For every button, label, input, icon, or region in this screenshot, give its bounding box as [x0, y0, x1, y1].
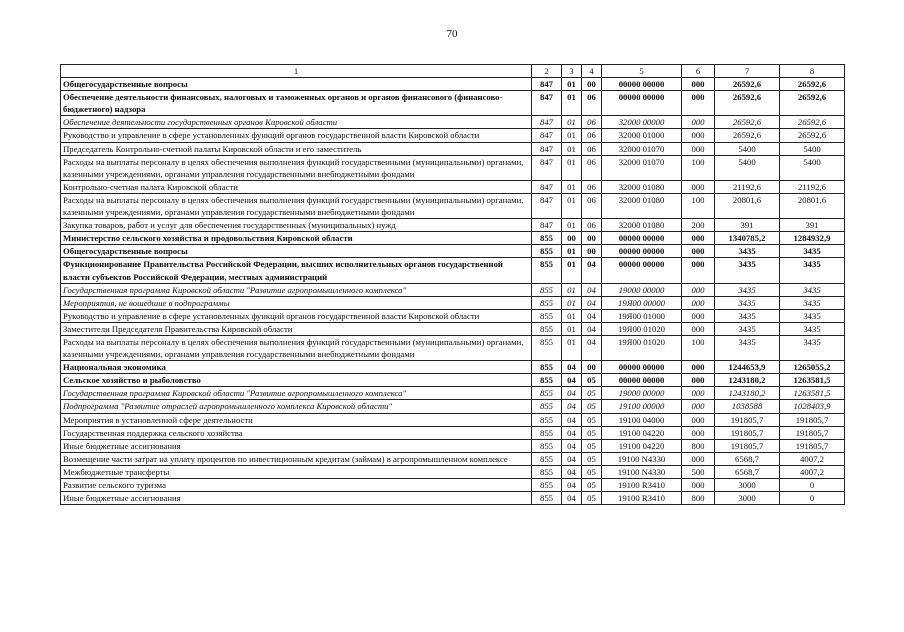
- ministry-code: 855: [532, 361, 562, 374]
- amount-year-2: 3435: [780, 283, 845, 296]
- expense-type-code: 000: [682, 129, 715, 142]
- section-code: 04: [562, 465, 582, 478]
- amount-year-1: 1243180,2: [715, 374, 780, 387]
- subsection-code: 04: [582, 335, 602, 360]
- amount-year-2: 191805,7: [780, 426, 845, 439]
- amount-year-1: 3000: [715, 492, 780, 505]
- amount-year-2: 1263581,5: [780, 374, 845, 387]
- ministry-code: 855: [532, 258, 562, 283]
- target-article-code: 19Я00 01020: [602, 335, 682, 360]
- amount-year-2: 3435: [780, 322, 845, 335]
- table-row: [61, 387, 845, 400]
- expense-type-code: 000: [682, 245, 715, 258]
- subsection-code: 04: [582, 283, 602, 296]
- subsection-code: 00: [582, 361, 602, 374]
- expense-type-code: 800: [682, 492, 715, 505]
- amount-year-2: 26592,6: [780, 129, 845, 142]
- table-row: [61, 400, 845, 413]
- subsection-code: 06: [582, 180, 602, 193]
- ministry-code: 855: [532, 283, 562, 296]
- amount-year-1: 3435: [715, 296, 780, 309]
- section-code: 04: [562, 452, 582, 465]
- table-row: [61, 219, 845, 232]
- table-row: [61, 129, 845, 142]
- expense-type-code: 000: [682, 296, 715, 309]
- amount-year-1: 191805,7: [715, 439, 780, 452]
- column-number: 2: [532, 65, 562, 78]
- ministry-code: 855: [532, 465, 562, 478]
- amount-year-2: 191805,7: [780, 439, 845, 452]
- table-row: [61, 91, 845, 116]
- amount-year-1: 26592,6: [715, 116, 780, 129]
- amount-year-1: 3435: [715, 322, 780, 335]
- row-name: Руководство и управление в сфере установленных функций органов государственной власти Кировской области: [61, 129, 532, 142]
- target-article-code: 19100 04000: [602, 413, 682, 426]
- amount-year-1: 391: [715, 219, 780, 232]
- target-article-code: 19Я00 01000: [602, 309, 682, 322]
- row-name: Мероприятия в установленной сфере деятельности: [61, 413, 532, 426]
- subsection-code: 00: [582, 245, 602, 258]
- amount-year-1: 1243180,2: [715, 387, 780, 400]
- subsection-code: 05: [582, 439, 602, 452]
- section-code: 01: [562, 155, 582, 180]
- expense-type-code: 000: [682, 283, 715, 296]
- section-code: 01: [562, 296, 582, 309]
- subsection-code: 06: [582, 129, 602, 142]
- section-code: 04: [562, 374, 582, 387]
- amount-year-1: 21192,6: [715, 180, 780, 193]
- subsection-code: 05: [582, 374, 602, 387]
- subsection-code: 06: [582, 193, 602, 218]
- row-name: Функционирование Правительства Российской Федерации, высших исполнительных органов государственной власти субъектов Российской Федерации, местных администраций: [61, 258, 532, 283]
- row-name: Расходы на выплаты персоналу в целях обеспечения выполнения функций государственными (муниципальными) органами, казенными учреждениями, органами управления государственными внебюджетными фондами: [61, 335, 532, 360]
- target-article-code: 00000 00000: [602, 374, 682, 387]
- subsection-code: 05: [582, 479, 602, 492]
- row-name: Общегосударственные вопросы: [61, 78, 532, 91]
- table-row: [61, 258, 845, 283]
- amount-year-1: 26592,6: [715, 91, 780, 116]
- row-name: Иные бюджетные ассигнования: [61, 439, 532, 452]
- expense-type-code: 000: [682, 452, 715, 465]
- target-article-code: 19000 00000: [602, 283, 682, 296]
- ministry-code: 847: [532, 116, 562, 129]
- section-code: 04: [562, 479, 582, 492]
- section-code: 04: [562, 413, 582, 426]
- section-code: 01: [562, 258, 582, 283]
- subsection-code: 05: [582, 492, 602, 505]
- row-name: Контрольно-счетная палата Кировской области: [61, 180, 532, 193]
- amount-year-1: 1340785,2: [715, 232, 780, 245]
- ministry-code: 855: [532, 452, 562, 465]
- subsection-code: 00: [582, 78, 602, 91]
- subsection-code: 00: [582, 232, 602, 245]
- column-number: 1: [61, 65, 532, 78]
- amount-year-2: 191805,7: [780, 413, 845, 426]
- amount-year-1: 3435: [715, 335, 780, 360]
- table-row: [61, 465, 845, 478]
- target-article-code: 19000 00000: [602, 387, 682, 400]
- ministry-code: 855: [532, 413, 562, 426]
- ministry-code: 855: [532, 322, 562, 335]
- amount-year-1: 3435: [715, 309, 780, 322]
- expense-type-code: 000: [682, 309, 715, 322]
- amount-year-2: 3435: [780, 309, 845, 322]
- target-article-code: 00000 00000: [602, 91, 682, 116]
- subsection-code: 04: [582, 309, 602, 322]
- column-number: 3: [562, 65, 582, 78]
- amount-year-2: 4007,2: [780, 465, 845, 478]
- target-article-code: 19100 00000: [602, 400, 682, 413]
- ministry-code: 855: [532, 232, 562, 245]
- expense-type-code: 000: [682, 91, 715, 116]
- table-row: [61, 309, 845, 322]
- target-article-code: 32000 01080: [602, 193, 682, 218]
- table-row: [61, 322, 845, 335]
- expense-type-code: 000: [682, 400, 715, 413]
- section-code: 01: [562, 335, 582, 360]
- ministry-code: 847: [532, 142, 562, 155]
- amount-year-1: 5400: [715, 155, 780, 180]
- table-row: [61, 413, 845, 426]
- amount-year-1: 20801,6: [715, 193, 780, 218]
- subsection-code: 04: [582, 258, 602, 283]
- target-article-code: 19100 N4330: [602, 452, 682, 465]
- subsection-code: 04: [582, 296, 602, 309]
- column-number: 8: [780, 65, 845, 78]
- row-name: Подпрограмма "Развитие отраслей агропромышленного комплекса Кировской области": [61, 400, 532, 413]
- table-row: [61, 361, 845, 374]
- target-article-code: 32000 00000: [602, 116, 682, 129]
- ministry-code: 847: [532, 193, 562, 218]
- row-name: Мероприятия, не вошедшие в подпрограммы: [61, 296, 532, 309]
- section-code: 01: [562, 129, 582, 142]
- expense-type-code: 000: [682, 258, 715, 283]
- column-number: 7: [715, 65, 780, 78]
- amount-year-2: 3435: [780, 245, 845, 258]
- amount-year-1: 26592,6: [715, 78, 780, 91]
- ministry-code: 847: [532, 155, 562, 180]
- table-row: [61, 78, 845, 91]
- row-name: Руководство и управление в сфере установленных функций органов государственной власти Кировской области: [61, 309, 532, 322]
- section-code: 01: [562, 180, 582, 193]
- amount-year-2: 26592,6: [780, 116, 845, 129]
- amount-year-2: 0: [780, 492, 845, 505]
- amount-year-2: 26592,6: [780, 78, 845, 91]
- table-row: [61, 142, 845, 155]
- target-article-code: 19Я00 00000: [602, 296, 682, 309]
- subsection-code: 05: [582, 452, 602, 465]
- amount-year-1: 191805,7: [715, 426, 780, 439]
- target-article-code: 32000 01080: [602, 180, 682, 193]
- table-row: [61, 193, 845, 218]
- row-name: Возмещение части затрат на уплату процентов по инвестиционным кредитам (займам) в агропромышленном комплексе: [61, 452, 532, 465]
- expense-type-code: 000: [682, 413, 715, 426]
- ministry-code: 855: [532, 400, 562, 413]
- column-number: 4: [582, 65, 602, 78]
- amount-year-1: 1244653,9: [715, 361, 780, 374]
- amount-year-2: 391: [780, 219, 845, 232]
- subsection-code: 05: [582, 426, 602, 439]
- section-code: 01: [562, 322, 582, 335]
- table-row: [61, 155, 845, 180]
- section-code: 04: [562, 387, 582, 400]
- ministry-code: 855: [532, 439, 562, 452]
- amount-year-1: 1038588: [715, 400, 780, 413]
- expense-type-code: 000: [682, 374, 715, 387]
- subsection-code: 06: [582, 219, 602, 232]
- ministry-code: 847: [532, 219, 562, 232]
- row-name: Заместители Председателя Правительства Кировской области: [61, 322, 532, 335]
- table-row: [61, 492, 845, 505]
- budget-table: [60, 64, 845, 505]
- target-article-code: 19100 04220: [602, 426, 682, 439]
- target-article-code: 19Я00 01020: [602, 322, 682, 335]
- expense-type-code: 000: [682, 322, 715, 335]
- amount-year-1: 3000: [715, 479, 780, 492]
- amount-year-2: 5400: [780, 155, 845, 180]
- table-row: [61, 452, 845, 465]
- target-article-code: 32000 01070: [602, 155, 682, 180]
- row-name: Общегосударственные вопросы: [61, 245, 532, 258]
- amount-year-2: 3435: [780, 296, 845, 309]
- row-name: Межбюджетные трансферты: [61, 465, 532, 478]
- expense-type-code: 100: [682, 335, 715, 360]
- section-code: 01: [562, 142, 582, 155]
- target-article-code: 19100 04220: [602, 439, 682, 452]
- row-name: Национальная экономика: [61, 361, 532, 374]
- row-name: Обеспечение деятельности финансовых, налоговых и таможенных органов и органов финансового (финансово-бюджетного) надзора: [61, 91, 532, 116]
- amount-year-2: 4007,2: [780, 452, 845, 465]
- ministry-code: 847: [532, 91, 562, 116]
- expense-type-code: 000: [682, 78, 715, 91]
- target-article-code: 00000 00000: [602, 232, 682, 245]
- column-number: 5: [602, 65, 682, 78]
- subsection-code: 05: [582, 387, 602, 400]
- target-article-code: 19100 R3410: [602, 479, 682, 492]
- ministry-code: 855: [532, 335, 562, 360]
- subsection-code: 04: [582, 322, 602, 335]
- expense-type-code: 800: [682, 439, 715, 452]
- row-name: Иные бюджетные ассигнования: [61, 492, 532, 505]
- ministry-code: 855: [532, 296, 562, 309]
- amount-year-2: 0: [780, 479, 845, 492]
- expense-type-code: 000: [682, 361, 715, 374]
- amount-year-2: 1028403,9: [780, 400, 845, 413]
- expense-type-code: 100: [682, 155, 715, 180]
- row-name: Председатель Контрольно-счетной палаты Кировской области и его заместитель: [61, 142, 532, 155]
- amount-year-1: 6568,7: [715, 452, 780, 465]
- table-row: [61, 479, 845, 492]
- subsection-code: 05: [582, 413, 602, 426]
- row-name: Расходы на выплаты персоналу в целях обеспечения выполнения функций государственными (муниципальными) органами, казенными учреждениями, органами управления государственными внебюджетными фондами: [61, 155, 532, 180]
- amount-year-1: 6568,7: [715, 465, 780, 478]
- section-code: 01: [562, 78, 582, 91]
- section-code: 04: [562, 439, 582, 452]
- subsection-code: 06: [582, 155, 602, 180]
- section-code: 01: [562, 219, 582, 232]
- amount-year-2: 1265055,2: [780, 361, 845, 374]
- expense-type-code: 000: [682, 232, 715, 245]
- target-article-code: 32000 01070: [602, 142, 682, 155]
- page-number: 70: [446, 28, 458, 40]
- amount-year-1: 3435: [715, 283, 780, 296]
- table-row: [61, 232, 845, 245]
- ministry-code: 847: [532, 78, 562, 91]
- ministry-code: 855: [532, 387, 562, 400]
- row-name: Закупка товаров, работ и услуг для обеспечения государственных (муниципальных) нужд: [61, 219, 532, 232]
- amount-year-2: 1284932,9: [780, 232, 845, 245]
- amount-year-1: 3435: [715, 245, 780, 258]
- target-article-code: 19100 R3410: [602, 492, 682, 505]
- expense-type-code: 000: [682, 387, 715, 400]
- ministry-code: 855: [532, 426, 562, 439]
- amount-year-2: 21192,6: [780, 180, 845, 193]
- section-code: 04: [562, 492, 582, 505]
- target-article-code: 32000 01000: [602, 129, 682, 142]
- target-article-code: 00000 00000: [602, 78, 682, 91]
- subsection-code: 05: [582, 465, 602, 478]
- amount-year-2: 20801,6: [780, 193, 845, 218]
- ministry-code: 847: [532, 129, 562, 142]
- amount-year-2: 1263581,5: [780, 387, 845, 400]
- target-article-code: 00000 00000: [602, 245, 682, 258]
- ministry-code: 855: [532, 245, 562, 258]
- subsection-code: 06: [582, 91, 602, 116]
- amount-year-2: 26592,6: [780, 91, 845, 116]
- amount-year-1: 191805,7: [715, 413, 780, 426]
- table-row: [61, 283, 845, 296]
- section-code: 01: [562, 283, 582, 296]
- row-name: Сельское хозяйство и рыболовство: [61, 374, 532, 387]
- amount-year-1: 3435: [715, 258, 780, 283]
- row-name: Министерство сельского хозяйства и продовольствия Кировской области: [61, 232, 532, 245]
- expense-type-code: 000: [682, 426, 715, 439]
- table-row: [61, 439, 845, 452]
- row-name: Государственная программа Кировской области "Развитие агропромышленного комплекса": [61, 283, 532, 296]
- target-article-code: 00000 00000: [602, 258, 682, 283]
- subsection-code: 06: [582, 142, 602, 155]
- column-number: 6: [682, 65, 715, 78]
- section-code: 01: [562, 91, 582, 116]
- row-name: Расходы на выплаты персоналу в целях обеспечения выполнения функций государственными (муниципальными) органами, казенными учреждениями, органами управления государственными внебюджетными фондами: [61, 193, 532, 218]
- ministry-code: 847: [532, 180, 562, 193]
- table-row: [61, 335, 845, 360]
- table-row: [61, 116, 845, 129]
- ministry-code: 855: [532, 309, 562, 322]
- column-number-row: [61, 65, 845, 78]
- section-code: 04: [562, 426, 582, 439]
- amount-year-2: 3435: [780, 258, 845, 283]
- expense-type-code: 000: [682, 142, 715, 155]
- section-code: 01: [562, 245, 582, 258]
- target-article-code: 32000 01080: [602, 219, 682, 232]
- table-row: [61, 426, 845, 439]
- row-name: Развитие сельского туризма: [61, 479, 532, 492]
- table-row: [61, 296, 845, 309]
- table-row: [61, 180, 845, 193]
- expense-type-code: 500: [682, 465, 715, 478]
- row-name: Обеспечение деятельности государственных органов Кировской области: [61, 116, 532, 129]
- subsection-code: 06: [582, 116, 602, 129]
- row-name: Государственная программа Кировской области "Развитие агропромышленного комплекса": [61, 387, 532, 400]
- expense-type-code: 000: [682, 180, 715, 193]
- amount-year-2: 5400: [780, 142, 845, 155]
- table-row: [61, 374, 845, 387]
- section-code: 01: [562, 309, 582, 322]
- amount-year-1: 5400: [715, 142, 780, 155]
- table-row: [61, 245, 845, 258]
- section-code: 04: [562, 361, 582, 374]
- ministry-code: 855: [532, 374, 562, 387]
- expense-type-code: 200: [682, 219, 715, 232]
- subsection-code: 05: [582, 400, 602, 413]
- ministry-code: 855: [532, 492, 562, 505]
- expense-type-code: 000: [682, 116, 715, 129]
- amount-year-2: 3435: [780, 335, 845, 360]
- section-code: 01: [562, 116, 582, 129]
- expense-type-code: 000: [682, 479, 715, 492]
- expense-type-code: 100: [682, 193, 715, 218]
- section-code: 00: [562, 232, 582, 245]
- target-article-code: 19100 N4330: [602, 465, 682, 478]
- target-article-code: 00000 00000: [602, 361, 682, 374]
- row-name: Государственная поддержка сельского хозяйства: [61, 426, 532, 439]
- ministry-code: 855: [532, 479, 562, 492]
- section-code: 01: [562, 193, 582, 218]
- section-code: 04: [562, 400, 582, 413]
- amount-year-1: 26592,6: [715, 129, 780, 142]
